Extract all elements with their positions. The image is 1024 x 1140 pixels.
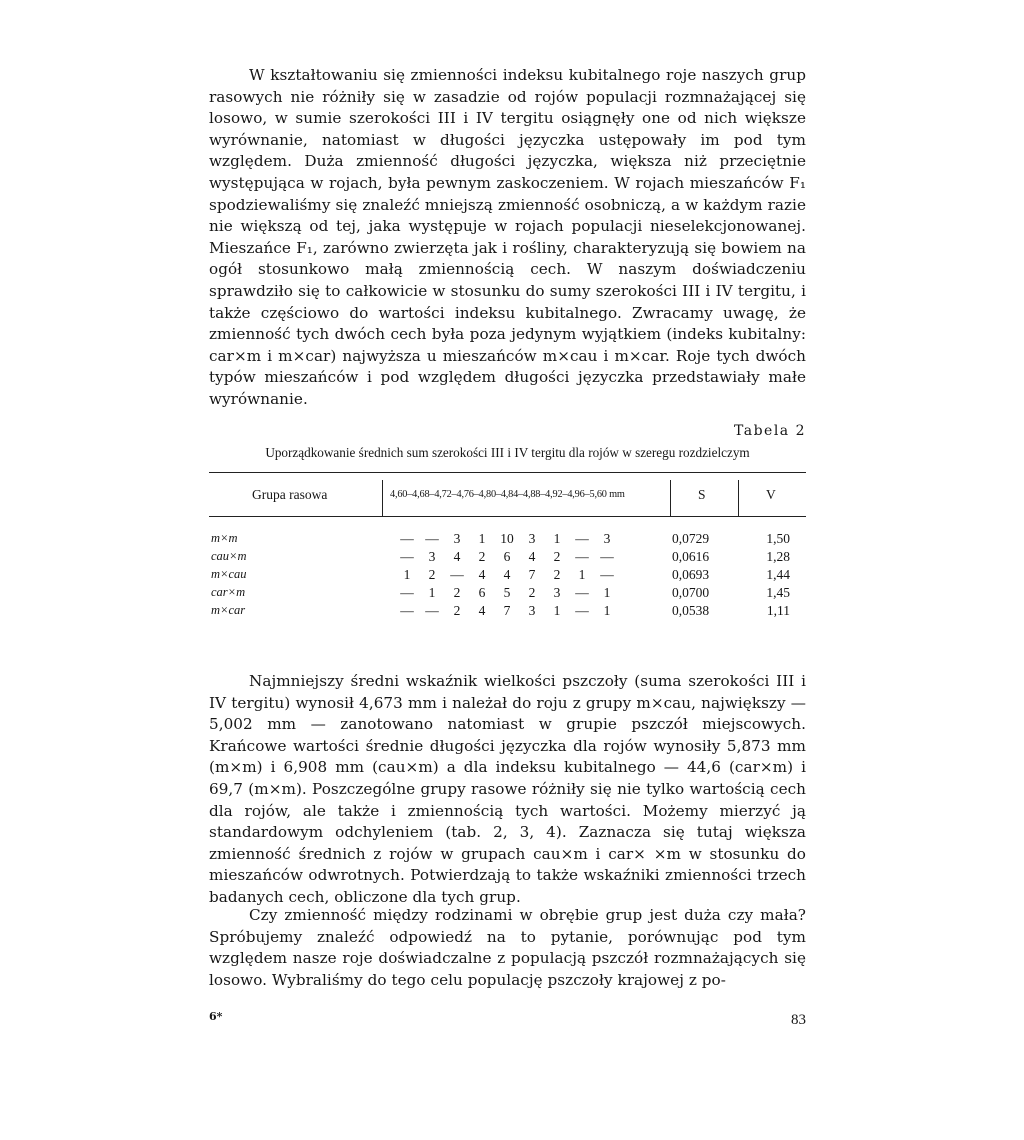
freq-cell: —	[575, 603, 589, 618]
page-number: 83	[791, 1012, 806, 1028]
freq-cell: —	[450, 567, 464, 582]
freq-cell: —	[575, 531, 589, 546]
freq-cell: 4	[478, 603, 486, 618]
table-row	[0, 603, 1024, 621]
table-row	[0, 531, 1024, 549]
table-row	[0, 585, 1024, 603]
row-group: m×m	[211, 531, 238, 545]
s-value: 0,0693	[672, 567, 710, 582]
signature-mark: 6*	[209, 1010, 223, 1023]
freq-cell: 4	[453, 549, 461, 564]
freq-cell: 2	[553, 567, 561, 582]
v-value: 1,11	[766, 603, 790, 618]
table-top-rule	[209, 472, 806, 473]
header-group: Grupa rasowa	[252, 487, 328, 502]
row-group: car×m	[211, 585, 246, 599]
s-value: 0,0538	[672, 603, 710, 618]
freq-cell: 1	[553, 531, 561, 546]
freq-cell: 3	[553, 585, 561, 600]
freq-cell: —	[600, 567, 614, 582]
freq-cell: —	[425, 603, 439, 618]
freq-cell: 1	[603, 603, 611, 618]
row-group: cau×m	[211, 549, 247, 563]
freq-cell: 7	[503, 603, 511, 618]
freq-cell: 2	[528, 585, 536, 600]
freq-cell: 2	[478, 549, 486, 564]
freq-cell: 6	[478, 585, 486, 600]
freq-cell: 4	[528, 549, 536, 564]
freq-cell: 1	[578, 567, 586, 582]
freq-cell: —	[575, 549, 589, 564]
s-value: 0,0700	[672, 585, 710, 600]
freq-cell: —	[575, 585, 589, 600]
freq-cell: 4	[503, 567, 511, 582]
freq-cell: 6	[503, 549, 511, 564]
freq-cell: 2	[453, 603, 461, 618]
table-caption: Uporządkowanie średnich sum szerokości III i IV tergitu dla rojów w szeregu rozdzielczym	[265, 445, 750, 460]
freq-cell: —	[400, 549, 414, 564]
freq-cell: 2	[553, 549, 561, 564]
freq-cell: 5	[503, 585, 511, 600]
table-label: Tabela 2	[733, 423, 806, 439]
paragraph-1: W kształtowaniu się zmienności indeksu kubitalnego roje naszych grup rasowych nie różniły się w zasadzie od rojów populacji rozmnażającej się losowo, w sumie szerokości III i IV tergitu osiągnęły one od nich większe wyrównanie, natomiast w długości języczka ustępowały im pod tym względem. Duża zmienność długości języczka, większa niż przeciętnie występująca w rojach, była pewnym zaskoczeniem. W rojach mieszańców F₁ spodziewaliśmy się znaleźć mniejszą zmienność osobniczą, a w każdym razie nie większą od tej, jaka występuje w rojach populacji nieselekcjonowanej. Mieszańce F₁, zarówno zwierzęta jak i rośliny, charakteryzują się bowiem na ogół stosunkowo małą zmiennością cech. W naszym doświadczeniu sprawdziło się to całkowicie w stosunku do sumy szerokości III i IV tergitu, i także częściowo do wartości indeksu kubitalnego. Zwracamy uwagę, że zmienność tych dwóch cech była poza jedynym wyjątkiem (indeks kubitalny: car×m i m×car) najwyższa u mieszańców m×cau i m×car. Roje tych dwóch typów mieszańców i pod względem długości języczka przedstawiały małe wyrównanie.	[209, 66, 806, 408]
table-column-divider	[670, 480, 671, 516]
freq-cell: 3	[453, 531, 461, 546]
freq-cell: 1	[428, 585, 436, 600]
table-column-divider	[738, 480, 739, 516]
freq-cell: 3	[603, 531, 611, 546]
row-group: m×cau	[211, 567, 247, 581]
freq-cell: 1	[478, 531, 486, 546]
s-value: 0,0616	[672, 549, 710, 564]
row-group: m×car	[211, 603, 246, 617]
freq-cell: 3	[428, 549, 436, 564]
v-value: 1,44	[766, 567, 790, 582]
freq-cell: —	[600, 549, 614, 564]
freq-cell: —	[400, 603, 414, 618]
v-value: 1,28	[766, 549, 790, 564]
freq-cell: 2	[428, 567, 436, 582]
v-value: 1,50	[766, 531, 790, 546]
header-v: V	[766, 487, 776, 502]
paragraph-3: Czy zmienność między rodzinami w obrębie grup jest duża czy mała? Spróbujemy znaleźć odpowiedź na to pytanie, porównując pod tym względem nasze roje doświadczalne z populacją pszczół rozmnażających się losowo. Wybraliśmy do tego celu populację pszczoły krajowej z po-	[209, 906, 806, 989]
freq-cell: —	[425, 531, 439, 546]
freq-cell: 3	[528, 603, 536, 618]
freq-cell: 10	[500, 531, 514, 546]
freq-cell: 1	[603, 585, 611, 600]
table-row	[0, 549, 1024, 567]
freq-cell: 3	[528, 531, 536, 546]
v-value: 1,45	[766, 585, 790, 600]
freq-cell: 7	[528, 567, 536, 582]
s-value: 0,0729	[672, 531, 710, 546]
header-ranges: 4,60–4,68–4,72–4,76–4,80–4,84–4,88–4,92–4,96–5,60 mm	[390, 489, 625, 500]
freq-cell: 4	[478, 567, 486, 582]
freq-cell: 2	[453, 585, 461, 600]
freq-cell: —	[400, 585, 414, 600]
freq-cell: 1	[553, 603, 561, 618]
table-row	[0, 567, 1024, 585]
table-column-divider	[382, 480, 383, 516]
freq-cell: —	[400, 531, 414, 546]
header-s: S	[698, 487, 706, 502]
paragraph-2: Najmniejszy średni wskaźnik wielkości pszczoły (suma szerokości III i IV tergitu) wynosił 4,673 mm i należał do roju z grupy m×cau, największy — 5,002 mm — zanotowano natomiast w grupie pszczół miejscowych. Krańcowe wartości średnie długości języczka dla rojów wynosiły 5,873 mm (m×m) i 6,908 mm (cau×m) a dla indeksu kubitalnego — 44,6 (car×m) i 69,7 (m×m). Poszczególne grupy rasowe różniły się nie tylko wartością cech dla rojów, ale także i zmiennością tych wartości. Możemy mierzyć ją standardowym odchyleniem (tab. 2, 3, 4). Zaznacza się tutaj większa zmienność średnich z rojów w grupach cau×m i car× ×m w stosunku do mieszańców odwrotnych. Potwierdzają to także wskaźniki zmienności trzech badanych cech, obliczone dla tych grup.	[209, 672, 806, 906]
freq-cell: 1	[403, 567, 411, 582]
table-header-rule	[209, 516, 806, 517]
